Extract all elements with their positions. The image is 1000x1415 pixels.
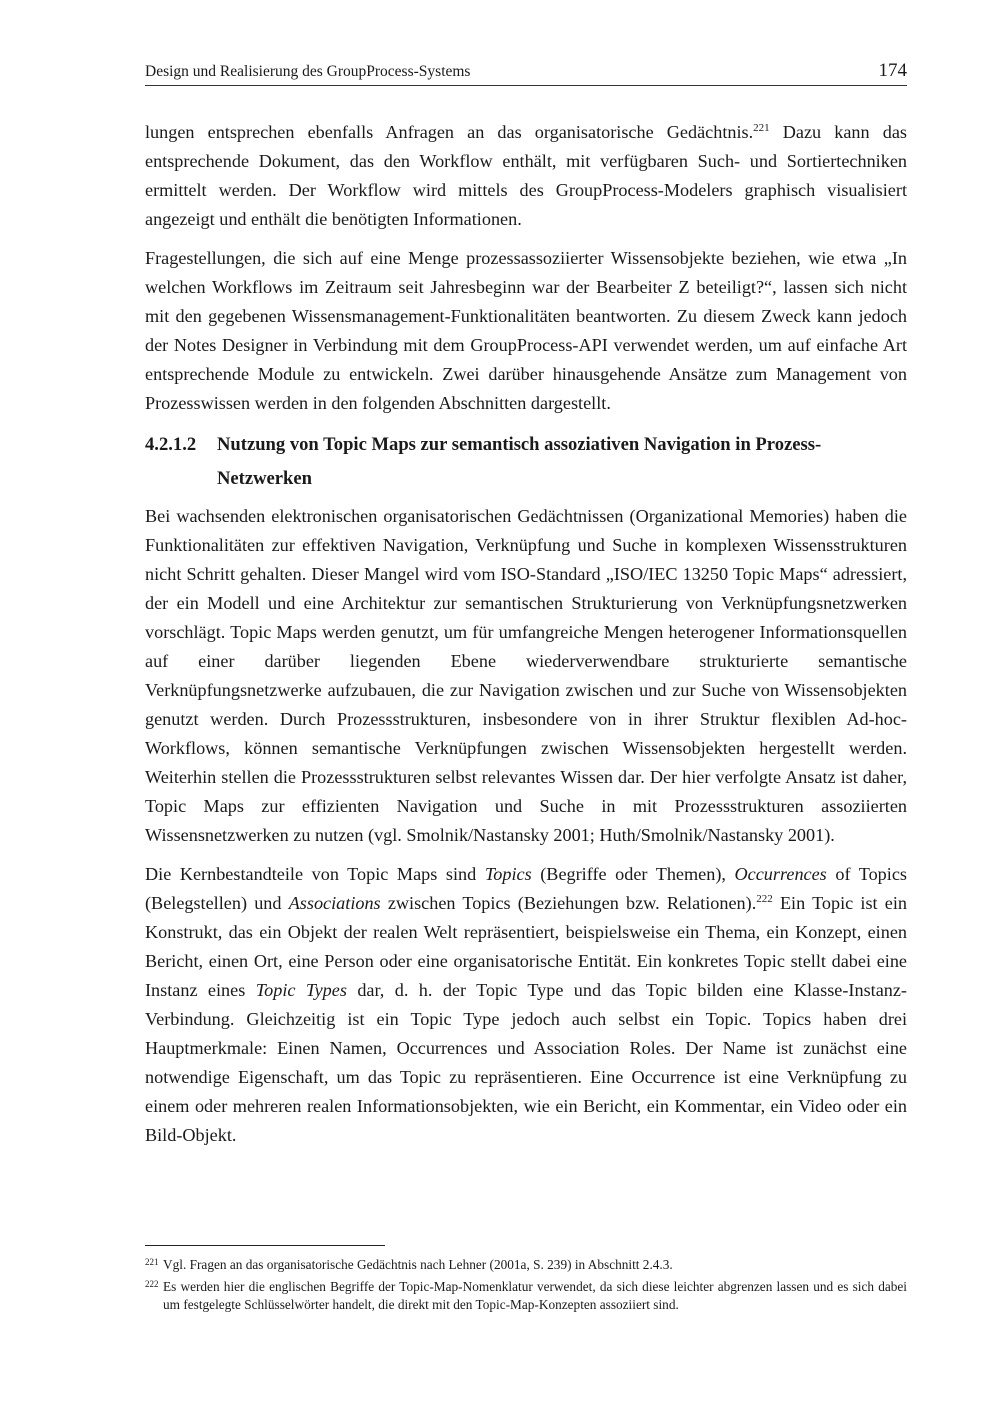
term-topics: Topics [484, 864, 532, 884]
paragraph-1: lungen entsprechen ebenfalls Anfragen an das organisatorische Gedächtnis.$^{221}$ Dazu kann das entsprechende Dokument, das den Workflow enthält, mit verfügbaren Such- und Sortiertechniken ermittelt werden. Der Workflow wird mittels des GroupProcess-Modelers graphisch visualisiert angezeigt und enthält die benötigten Informationen. [145, 122, 907, 229]
paragraph-3: Bei wachsenden elektronischen organisatorischen Gedächtnissen (Organizational Memories) haben die Funktionalitäten zur effektiven Navigation, Verknüpfung und Suche in komplexen Wissensstrukturen nicht Schritt gehalten. Dieser Mangel wird vom ISO-Standard „ISO/IEC 13250 Topic Maps“ adressiert, der ein Modell und eine Architektur zur semantischen Strukturierung von Verknüpfungsnetzwerken vorschlägt. Topic Maps werden genutzt, um für umfangreiche Mengen heterogener Informationsquellen auf einer darüber liegenden Ebene wiederverwendbare strukturierte semantische Verknüpfungsnetzwerke aufzubauen, die zur Navigation zwischen und zur Suche von Wissensobjekten genutzt werden. Durch Prozessstrukturen, insbesondere von in ihrer Struktur flexiblen Ad-hoc-Workflows, können semantische Verknüpfungen zwischen Wissensobjekten hergestellt werden. Weiterhin stellen die Prozessstrukturen selbst relevantes Wissen dar. Der hier verfolgte Ansatz ist daher, Topic Maps zur effizienten Navigation und Suche in mit Prozessstrukturen assoziierten Wissensnetzwerken zu nutzen (vgl. Smolnik/Nastansky 2001; Huth/Smolnik/Nastansky 2001). [145, 506, 907, 845]
section-title: Nutzung von Topic Maps zur semantisch assoziativen Navigation in Prozess-Netzwerken [217, 434, 822, 489]
page-number: 174 [878, 60, 907, 81]
running-header [145, 60, 907, 86]
footnote-ref-222[interactable]: 222 [756, 893, 773, 905]
term-topic-types: Topic Types [255, 980, 347, 1000]
footnote-222 [145, 1278, 907, 1314]
footnote-text: Es werden hier die englischen Begriffe der Topic-Map-Nomenklatur verwendet, da sich diese leichter abgrenzen lassen und es sich dabei um festgelegte Schlüsselwörter handelt, die direkt mit den Topic-Map-Konzepten assoziiert sind. [163, 1279, 907, 1312]
body-text [145, 118, 907, 1160]
footnote-text: Vgl. Fragen an das organisatorische Gedächtnis nach Lehner (2001a, S. 239) in Abschnitt 2.4.3. [163, 1257, 673, 1272]
footnote-ref-221[interactable]: 221 [753, 122, 770, 134]
section-number: 4.2.1.2 [145, 434, 197, 455]
term-associations: Associations [288, 893, 381, 913]
footnotes [145, 1256, 907, 1318]
paragraph-2: Fragestellungen, die sich auf eine Menge prozessassoziierter Wissensobjekte beziehen, wie etwa „In welchen Workflows im Zeitraum seit Jahresbeginn war der Bearbeiter Z beteiligt?“, lassen sich nicht mit den gegebenen Wissensmanagement-Funktionalitäten beantworten. Zu diesem Zweck kann jedoch der Notes Designer in Verbindung mit dem GroupProcess-API verwendet werden, um auf einfache Art entsprechende Module zu entwickeln. Zwei darüber hinausgehende Ansätze zum Management von Prozesswissen werden in den folgenden Abschnitten dargestellt. [145, 248, 907, 413]
footnote-divider [145, 1245, 385, 1246]
footnote-221 [145, 1256, 907, 1274]
paragraph-4: Die Kernbestandteile von Topic Maps sind Topics (Begriffe oder Themen), Occurrences of Topics (Belegstellen) und Associations zwischen Topics (Beziehungen bzw. Relationen).$^{222}$ Ein Topic ist ein Konstrukt, das ein Objekt der realen Welt repräsentiert, beispielsweise ein Thema, ein Konzept, einen Bericht, einen Ort, eine Person oder eine organisatorische Entität. Ein konkretes Topic stellt dabei eine Instanz eines Topic Types dar, d. h. der Topic Type und das Topic bilden eine Klasse-Instanz-Verbindung. Gleichzeitig ist ein Topic Type jedoch auch selbst ein Topic. Topics haben drei Hauptmerkmale: Einen Namen, Occurrences und Association Roles. Der Name ist zunächst eine notwendige Eigenschaft, um das Topic zu repräsentieren. Eine Occurrence ist eine Verknüpfung zu einem oder mehreren realen Informationsobjekten, wie ein Bericht, ein Kommentar, ein Video oder ein Bild-Objekt. [145, 864, 908, 1145]
term-occurrences: Occurrences [734, 864, 827, 884]
header-title: Design und Realisierung des GroupProcess-Systems [145, 63, 471, 80]
footnote-number: 221 [145, 1257, 159, 1267]
section-heading [145, 428, 907, 496]
footnote-number: 222 [145, 1279, 159, 1289]
